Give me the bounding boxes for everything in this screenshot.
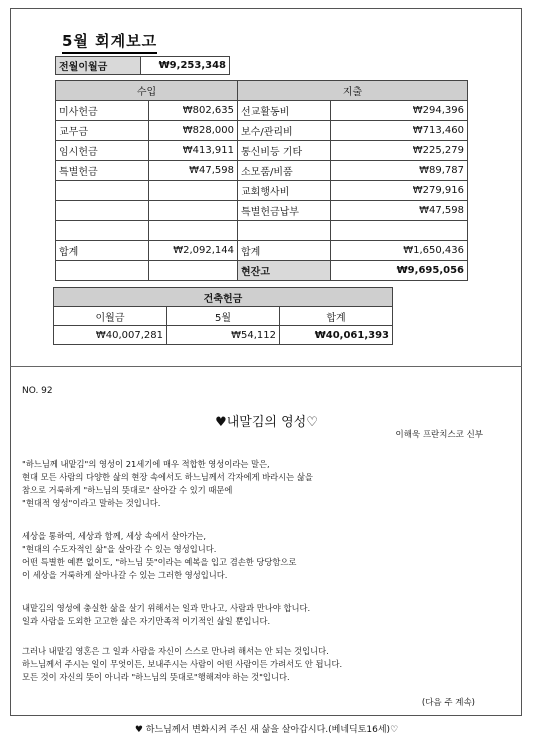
income-value: ₩802,635 — [149, 101, 238, 121]
expense-label: 선교활동비 — [238, 101, 331, 121]
essay-line: 일과 사람을 도외한 고고한 삶은 자기만족적 이기적인 삶일 뿐입니다. — [22, 616, 271, 626]
expense-label: 통신비등 기타 — [238, 141, 331, 161]
income-value — [149, 201, 238, 221]
building-title: 건축헌금 — [54, 288, 393, 307]
expense-label: 합계 — [238, 241, 331, 261]
footer-motto: ♥ 하느님께서 변화시켜 주신 새 삶을 살아갑시다.(베네딕토16세)♡ — [134, 725, 399, 735]
expense-value: ₩89,787 — [331, 161, 468, 181]
essay-paragraph — [22, 530, 502, 582]
previous-balance-table — [55, 56, 230, 75]
income-label — [56, 201, 149, 221]
essay-line: 그러나 내맡김 영혼은 그 일과 사람을 자신이 스스로 만나려 해서는 안 되는 것입니다. — [22, 646, 329, 656]
income-value: ₩413,911 — [149, 141, 238, 161]
ledger-row — [56, 121, 468, 141]
essay-line: 하느님께서 주시는 일이 무엇이든, 보내주시는 사람이 어떤 사람이든 가려서도 안 됩니다. — [22, 659, 343, 669]
ledger-row — [56, 221, 468, 241]
expense-value: ₩225,279 — [331, 141, 468, 161]
expense-value — [331, 221, 468, 241]
ledger-table — [55, 80, 468, 281]
expense-label: 소모품/비품 — [238, 161, 331, 181]
income-header: 수입 — [56, 81, 238, 101]
income-value — [149, 181, 238, 201]
expense-value: ₩713,460 — [331, 121, 468, 141]
essay-paragraph — [22, 645, 502, 684]
income-label: 특별헌금 — [56, 161, 149, 181]
expense-value: ₩1,650,436 — [331, 241, 468, 261]
income-value: ₩828,000 — [149, 121, 238, 141]
income-label — [56, 181, 149, 201]
essay-paragraph — [22, 458, 502, 510]
expense-label: 특별헌금납부 — [238, 201, 331, 221]
income-value — [149, 221, 238, 241]
income-label: 교무금 — [56, 121, 149, 141]
balance-value: ₩9,695,056 — [331, 261, 468, 281]
essay-line: 어떤 특별한 예쁜 없이도, "하느님 뜻"이라는 예복을 입고 겸손한 당당함으로 — [22, 557, 297, 567]
ledger-row — [56, 161, 468, 181]
essay-author: 이해욱 프란치스코 신부 — [395, 430, 483, 440]
balance-label: 현잔고 — [238, 261, 331, 281]
ledger-row — [56, 201, 468, 221]
essay-line: 현대 모든 사람의 다양한 삶의 현장 속에서도 하느님께서 각자에게 바라시는 삶을 — [22, 472, 313, 482]
essay-line: 참으로 거룩하게 "하느님의 뜻대로" 살아갈 수 있기 때문에 — [22, 485, 233, 495]
ledger-row — [56, 141, 468, 161]
prev-balance-value: ₩9,253,348 — [141, 57, 230, 75]
building-col-total: 합계 — [280, 307, 393, 326]
essay-line: 내맡김의 영성에 충실한 삶을 살기 위해서는 일과 만나고, 사람과 만나야 합니다. — [22, 603, 311, 613]
income-label: 임시헌금 — [56, 141, 149, 161]
income-label: 미사헌금 — [56, 101, 149, 121]
building-month-value: ₩54,112 — [167, 326, 280, 345]
income-label: 합계 — [56, 241, 149, 261]
income-label — [56, 221, 149, 241]
essay-line: 세상을 통하여, 세상과 함께, 세상 속에서 살아가는, — [22, 531, 207, 541]
section-divider — [10, 366, 522, 367]
income-value: ₩2,092,144 — [149, 241, 238, 261]
prev-balance-label: 전월이월금 — [56, 57, 141, 75]
expense-label: 보수/관리비 — [238, 121, 331, 141]
ledger-row — [56, 101, 468, 121]
continued-note: (다음 주 계속) — [421, 698, 475, 708]
building-col-carryover: 이월금 — [54, 307, 167, 326]
essay-paragraph — [22, 602, 502, 628]
income-value: ₩47,598 — [149, 161, 238, 181]
issue-number: NO. 92 — [22, 386, 53, 396]
essay-line: 모든 것이 자신의 뜻이 아니라 "하느님의 뜻대로"행해져야 하는 것"입니다. — [22, 672, 290, 682]
expense-label: 교회행사비 — [238, 181, 331, 201]
building-fund-table — [53, 287, 393, 345]
essay-line: "현대의 수도자적인 삶"을 살아갈 수 있는 영성입니다. — [22, 544, 217, 554]
essay-title: ♥내말김의 영성♡ — [215, 415, 318, 430]
expense-value: ₩279,916 — [331, 181, 468, 201]
report-title: 5월 회계보고 — [62, 30, 157, 54]
building-total-value: ₩40,061,393 — [280, 326, 393, 345]
essay-line: "현대적 영성"이라고 말하는 것입니다. — [22, 498, 161, 508]
ledger-row — [56, 241, 468, 261]
expense-value: ₩294,396 — [331, 101, 468, 121]
building-col-month: 5월 — [167, 307, 280, 326]
expense-label — [238, 221, 331, 241]
essay-line: 이 세상을 거룩하게 살아나갈 수 있는 그러한 영성입니다. — [22, 570, 228, 580]
expense-value: ₩47,598 — [331, 201, 468, 221]
ledger-row — [56, 181, 468, 201]
essay-line: "하느님께 내맡김"의 영성이 21세기에 매우 적합한 영성이라는 말은, — [22, 459, 270, 469]
building-carryover-value: ₩40,007,281 — [54, 326, 167, 345]
expense-header: 지출 — [238, 81, 468, 101]
